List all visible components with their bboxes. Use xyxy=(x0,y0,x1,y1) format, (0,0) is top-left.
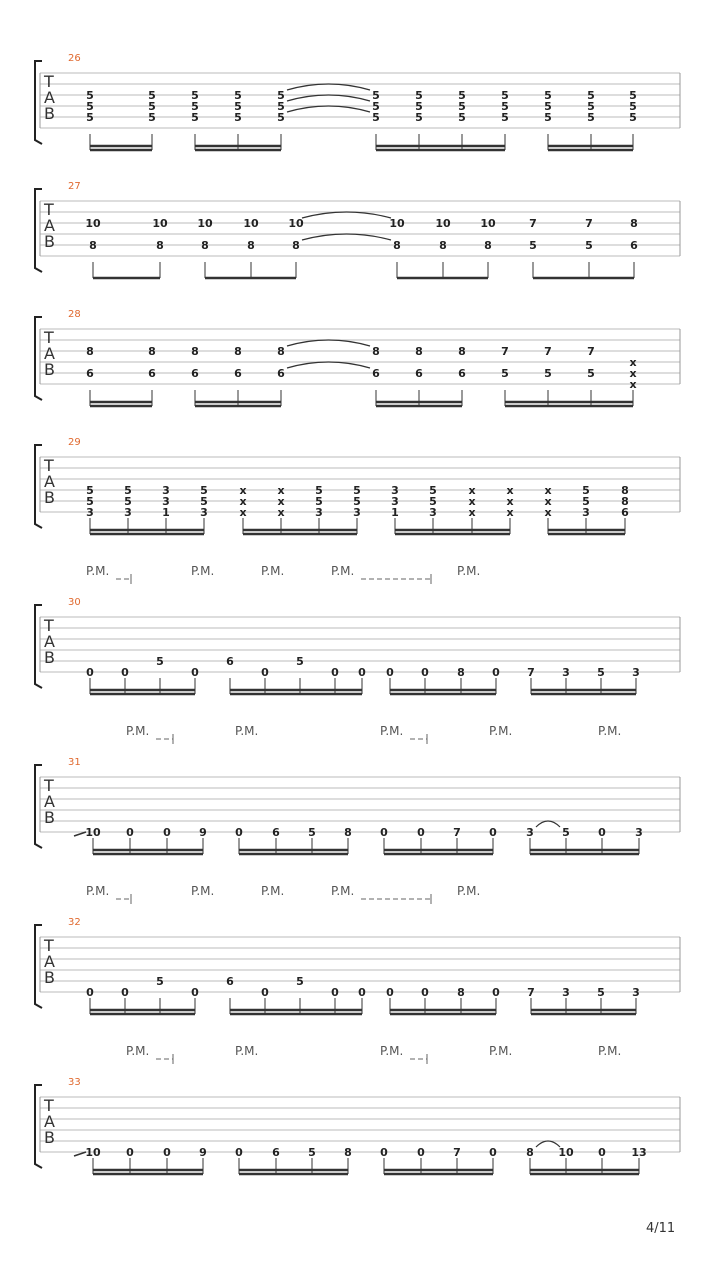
palm-mute-label: P.M. xyxy=(261,564,285,578)
fret-number: 0 xyxy=(386,666,394,679)
fret-number: 3 xyxy=(562,666,570,679)
fret-number: 3 xyxy=(632,666,640,679)
fret-number: 5 xyxy=(277,100,285,113)
fret-number: 5 xyxy=(86,484,94,497)
fret-number: 5 xyxy=(372,100,380,113)
fret-number: 0 xyxy=(126,1146,134,1159)
tie-arc xyxy=(302,212,391,218)
fret-number: 0 xyxy=(358,986,366,999)
tab-clef-letter: A xyxy=(44,632,55,651)
tab-clef-letter: B xyxy=(44,968,55,987)
fret-number: 0 xyxy=(492,666,500,679)
fret-number: 7 xyxy=(529,217,537,230)
fret-number: 0 xyxy=(163,1146,171,1159)
fret-number: 6 xyxy=(226,975,234,988)
fret-number: 7 xyxy=(527,666,535,679)
fret-number: 8 xyxy=(458,345,466,358)
fret-number: 8 xyxy=(526,1146,534,1159)
fret-number: 5 xyxy=(200,484,208,497)
tab-clef-letter: T xyxy=(44,936,54,955)
fret-number: x xyxy=(239,506,247,519)
fret-number: 8 xyxy=(277,345,285,358)
fret-number: 9 xyxy=(199,1146,207,1159)
fret-number: 5 xyxy=(124,484,132,497)
tab-clef-letter: T xyxy=(44,72,54,91)
fret-number: 3 xyxy=(200,506,208,519)
fret-number: 5 xyxy=(458,111,466,124)
fret-number: x xyxy=(629,356,637,369)
fret-number: 6 xyxy=(372,367,380,380)
fret-number: 10 xyxy=(85,1146,101,1159)
fret-number: x xyxy=(277,484,285,497)
fret-number: 0 xyxy=(191,666,199,679)
fret-number: 10 xyxy=(480,217,496,230)
fret-number: 8 xyxy=(457,666,465,679)
measure-number: 31 xyxy=(68,757,81,768)
fret-number: 6 xyxy=(272,1146,280,1159)
fret-number: 8 xyxy=(292,239,300,252)
fret-number: 6 xyxy=(630,239,638,252)
fret-number: 8 xyxy=(247,239,255,252)
fret-number: x xyxy=(506,495,514,508)
measure-number: 32 xyxy=(68,917,81,928)
tab-clef-letter: B xyxy=(44,360,55,379)
palm-mute-label: P.M. xyxy=(191,564,215,578)
palm-mute-label: P.M. xyxy=(457,884,481,898)
fret-number: 0 xyxy=(489,826,497,839)
fret-number: 5 xyxy=(124,495,132,508)
fret-number: 7 xyxy=(527,986,535,999)
fret-number: 5 xyxy=(629,89,637,102)
fret-number: 5 xyxy=(191,111,199,124)
tie-arc xyxy=(287,95,370,101)
palm-mute-label: P.M. xyxy=(489,1044,513,1058)
fret-number: 5 xyxy=(372,89,380,102)
fret-number: 5 xyxy=(86,495,94,508)
fret-number: 0 xyxy=(331,986,339,999)
palm-mute-label: P.M. xyxy=(331,564,355,578)
fret-number: 7 xyxy=(453,826,461,839)
tab-clef-letter: B xyxy=(44,232,55,251)
fret-number: 0 xyxy=(121,666,129,679)
fret-number: 8 xyxy=(201,239,209,252)
tie-arc xyxy=(287,362,370,368)
fret-number: 8 xyxy=(621,495,629,508)
fret-number: 5 xyxy=(315,484,323,497)
fret-number: 5 xyxy=(191,100,199,113)
fret-number: 5 xyxy=(148,111,156,124)
fret-number: 5 xyxy=(585,239,593,252)
measure-number: 28 xyxy=(68,309,81,320)
fret-number: 0 xyxy=(421,986,429,999)
fret-number: 8 xyxy=(621,484,629,497)
fret-number: 8 xyxy=(234,345,242,358)
fret-number: x xyxy=(468,506,476,519)
fret-number: 6 xyxy=(191,367,199,380)
fret-number: 10 xyxy=(85,217,101,230)
tab-clef-letter: B xyxy=(44,104,55,123)
fret-number: 5 xyxy=(277,89,285,102)
fret-number: 5 xyxy=(372,111,380,124)
fret-number: 5 xyxy=(191,89,199,102)
fret-number: 3 xyxy=(86,506,94,519)
fret-number: 0 xyxy=(380,1146,388,1159)
fret-number: 3 xyxy=(635,826,643,839)
fret-number: x xyxy=(468,484,476,497)
palm-mute-label: P.M. xyxy=(86,564,110,578)
measure-number: 27 xyxy=(68,181,81,192)
fret-number: 0 xyxy=(489,1146,497,1159)
fret-number: 3 xyxy=(391,495,399,508)
fret-number: 5 xyxy=(415,89,423,102)
fret-number: 5 xyxy=(353,495,361,508)
fret-number: 3 xyxy=(315,506,323,519)
palm-mute-label: P.M. xyxy=(191,884,215,898)
fret-number: x xyxy=(277,506,285,519)
fret-number: 5 xyxy=(315,495,323,508)
fret-number: 10 xyxy=(558,1146,574,1159)
fret-number: 3 xyxy=(632,986,640,999)
fret-number: 0 xyxy=(235,1146,243,1159)
fret-number: 8 xyxy=(372,345,380,358)
fret-number: 6 xyxy=(272,826,280,839)
fret-number: 5 xyxy=(458,100,466,113)
fret-number: 5 xyxy=(501,89,509,102)
fret-number: 8 xyxy=(191,345,199,358)
fret-number: x xyxy=(544,506,552,519)
fret-number: 5 xyxy=(296,975,304,988)
fret-number: 3 xyxy=(353,506,361,519)
tab-clef-letter: B xyxy=(44,648,55,667)
fret-number: 5 xyxy=(308,826,316,839)
slide-in-mark xyxy=(74,832,86,836)
fret-number: 6 xyxy=(86,367,94,380)
fret-number: 0 xyxy=(386,986,394,999)
fret-number: 6 xyxy=(277,367,285,380)
fret-number: 6 xyxy=(148,367,156,380)
measure-number: 26 xyxy=(68,53,81,64)
fret-number: 5 xyxy=(308,1146,316,1159)
fret-number: 8 xyxy=(89,239,97,252)
tie-arc xyxy=(302,234,391,240)
page-number: 4/11 xyxy=(646,1221,676,1236)
fret-number: 5 xyxy=(562,826,570,839)
fret-number: 0 xyxy=(121,986,129,999)
fret-number: 8 xyxy=(484,239,492,252)
fret-number: 8 xyxy=(344,826,352,839)
fret-number: 5 xyxy=(587,89,595,102)
slide-in-mark xyxy=(74,1152,86,1156)
fret-number: 5 xyxy=(597,666,605,679)
fret-number: 5 xyxy=(86,111,94,124)
palm-mute-label: P.M. xyxy=(331,884,355,898)
fret-number: 5 xyxy=(353,484,361,497)
palm-mute-label: P.M. xyxy=(598,724,622,738)
fret-number: 5 xyxy=(156,655,164,668)
fret-number: 7 xyxy=(585,217,593,230)
fret-number: 8 xyxy=(393,239,401,252)
fret-number: 0 xyxy=(417,1146,425,1159)
fret-number: 5 xyxy=(415,100,423,113)
fret-number: 5 xyxy=(582,484,590,497)
tab-clef-letter: T xyxy=(44,200,54,219)
fret-number: 5 xyxy=(501,367,509,380)
fret-number: x xyxy=(239,495,247,508)
fret-number: 6 xyxy=(234,367,242,380)
fret-number: 8 xyxy=(86,345,94,358)
fret-number: 3 xyxy=(526,826,534,839)
tab-clef-letter: A xyxy=(44,344,55,363)
tab-clef-letter: B xyxy=(44,808,55,827)
fret-number: 0 xyxy=(191,986,199,999)
fret-number: 0 xyxy=(163,826,171,839)
fret-number: 5 xyxy=(501,111,509,124)
fret-number: 5 xyxy=(200,495,208,508)
fret-number: 5 xyxy=(544,100,552,113)
fret-number: 9 xyxy=(199,826,207,839)
fret-number: 5 xyxy=(415,111,423,124)
fret-number: 3 xyxy=(162,495,170,508)
palm-mute-label: P.M. xyxy=(235,724,259,738)
fret-number: 5 xyxy=(296,655,304,668)
fret-number: 3 xyxy=(162,484,170,497)
fret-number: 10 xyxy=(288,217,304,230)
fret-number: 5 xyxy=(86,100,94,113)
fret-number: 0 xyxy=(421,666,429,679)
fret-number: 8 xyxy=(156,239,164,252)
fret-number: 0 xyxy=(331,666,339,679)
fret-number: x xyxy=(277,495,285,508)
fret-number: 0 xyxy=(86,986,94,999)
fret-number: 0 xyxy=(598,1146,606,1159)
fret-number: 3 xyxy=(429,506,437,519)
fret-number: 1 xyxy=(162,506,170,519)
fret-number: 5 xyxy=(529,239,537,252)
fret-number: 5 xyxy=(156,975,164,988)
fret-number: 5 xyxy=(429,484,437,497)
fret-number: 7 xyxy=(501,345,509,358)
fret-number: 6 xyxy=(226,655,234,668)
fret-number: 3 xyxy=(562,986,570,999)
tie-arc xyxy=(287,106,370,112)
fret-number: x xyxy=(506,506,514,519)
fret-number: 0 xyxy=(235,826,243,839)
fret-number: 6 xyxy=(458,367,466,380)
tab-clef-letter: T xyxy=(44,456,54,475)
fret-number: x xyxy=(629,367,637,380)
fret-number: 7 xyxy=(453,1146,461,1159)
fret-number: 8 xyxy=(415,345,423,358)
fret-number: 5 xyxy=(148,89,156,102)
tab-clef-letter: T xyxy=(44,1096,54,1115)
tab-clef-letter: A xyxy=(44,952,55,971)
fret-number: 8 xyxy=(344,1146,352,1159)
fret-number: x xyxy=(629,378,637,391)
fret-number: 10 xyxy=(243,217,259,230)
measure-number: 33 xyxy=(68,1077,81,1088)
fret-number: x xyxy=(506,484,514,497)
palm-mute-label: P.M. xyxy=(126,1044,150,1058)
palm-mute-label: P.M. xyxy=(235,1044,259,1058)
fret-number: 5 xyxy=(587,111,595,124)
measure-number: 29 xyxy=(68,437,81,448)
tie-arc xyxy=(536,1141,560,1147)
tie-arc xyxy=(287,84,370,90)
palm-mute-label: P.M. xyxy=(380,1044,404,1058)
fret-number: 7 xyxy=(587,345,595,358)
fret-number: 10 xyxy=(152,217,168,230)
tab-clef-letter: A xyxy=(44,216,55,235)
fret-number: 8 xyxy=(148,345,156,358)
fret-number: 5 xyxy=(86,89,94,102)
fret-number: 8 xyxy=(630,217,638,230)
fret-number: 0 xyxy=(86,666,94,679)
fret-number: 0 xyxy=(358,666,366,679)
tab-clef-letter: A xyxy=(44,1112,55,1131)
palm-mute-label: P.M. xyxy=(86,884,110,898)
fret-number: 5 xyxy=(544,111,552,124)
fret-number: 3 xyxy=(124,506,132,519)
fret-number: x xyxy=(544,495,552,508)
fret-number: 5 xyxy=(277,111,285,124)
fret-number: 8 xyxy=(457,986,465,999)
tie-arc xyxy=(536,821,560,827)
fret-number: 8 xyxy=(439,239,447,252)
tab-clef-letter: A xyxy=(44,792,55,811)
fret-number: 0 xyxy=(492,986,500,999)
fret-number: 0 xyxy=(380,826,388,839)
fret-number: 5 xyxy=(234,111,242,124)
tie-arc xyxy=(287,340,370,346)
measure-number: 30 xyxy=(68,597,81,608)
fret-number: 5 xyxy=(587,100,595,113)
fret-number: 5 xyxy=(234,89,242,102)
fret-number: 10 xyxy=(435,217,451,230)
fret-number: 5 xyxy=(597,986,605,999)
fret-number: 10 xyxy=(389,217,405,230)
tab-clef-letter: T xyxy=(44,328,54,347)
palm-mute-label: P.M. xyxy=(261,884,285,898)
tab-clef-letter: T xyxy=(44,776,54,795)
fret-number: 0 xyxy=(261,666,269,679)
fret-number: 5 xyxy=(582,495,590,508)
fret-number: 5 xyxy=(429,495,437,508)
fret-number: 10 xyxy=(85,826,101,839)
fret-number: x xyxy=(239,484,247,497)
fret-number: 1 xyxy=(391,506,399,519)
fret-number: 5 xyxy=(629,100,637,113)
fret-number: 0 xyxy=(126,826,134,839)
fret-number: 5 xyxy=(629,111,637,124)
palm-mute-label: P.M. xyxy=(380,724,404,738)
tab-clef-letter: B xyxy=(44,1128,55,1147)
fret-number: 0 xyxy=(261,986,269,999)
tab-clef-letter: A xyxy=(44,472,55,491)
fret-number: 3 xyxy=(391,484,399,497)
fret-number: 6 xyxy=(415,367,423,380)
fret-number: 3 xyxy=(582,506,590,519)
tab-clef-letter: T xyxy=(44,616,54,635)
tab-clef-letter: B xyxy=(44,488,55,507)
fret-number: 5 xyxy=(544,367,552,380)
fret-number: 6 xyxy=(621,506,629,519)
fret-number: x xyxy=(468,495,476,508)
fret-number: 7 xyxy=(544,345,552,358)
fret-number: x xyxy=(544,484,552,497)
tab-clef-letter: A xyxy=(44,88,55,107)
fret-number: 5 xyxy=(234,100,242,113)
fret-number: 10 xyxy=(197,217,213,230)
palm-mute-label: P.M. xyxy=(126,724,150,738)
fret-number: 5 xyxy=(501,100,509,113)
palm-mute-label: P.M. xyxy=(489,724,513,738)
fret-number: 5 xyxy=(587,367,595,380)
fret-number: 0 xyxy=(417,826,425,839)
fret-number: 5 xyxy=(148,100,156,113)
fret-number: 5 xyxy=(458,89,466,102)
palm-mute-label: P.M. xyxy=(598,1044,622,1058)
fret-number: 5 xyxy=(544,89,552,102)
palm-mute-label: P.M. xyxy=(457,564,481,578)
fret-number: 13 xyxy=(631,1146,647,1159)
fret-number: 0 xyxy=(598,826,606,839)
